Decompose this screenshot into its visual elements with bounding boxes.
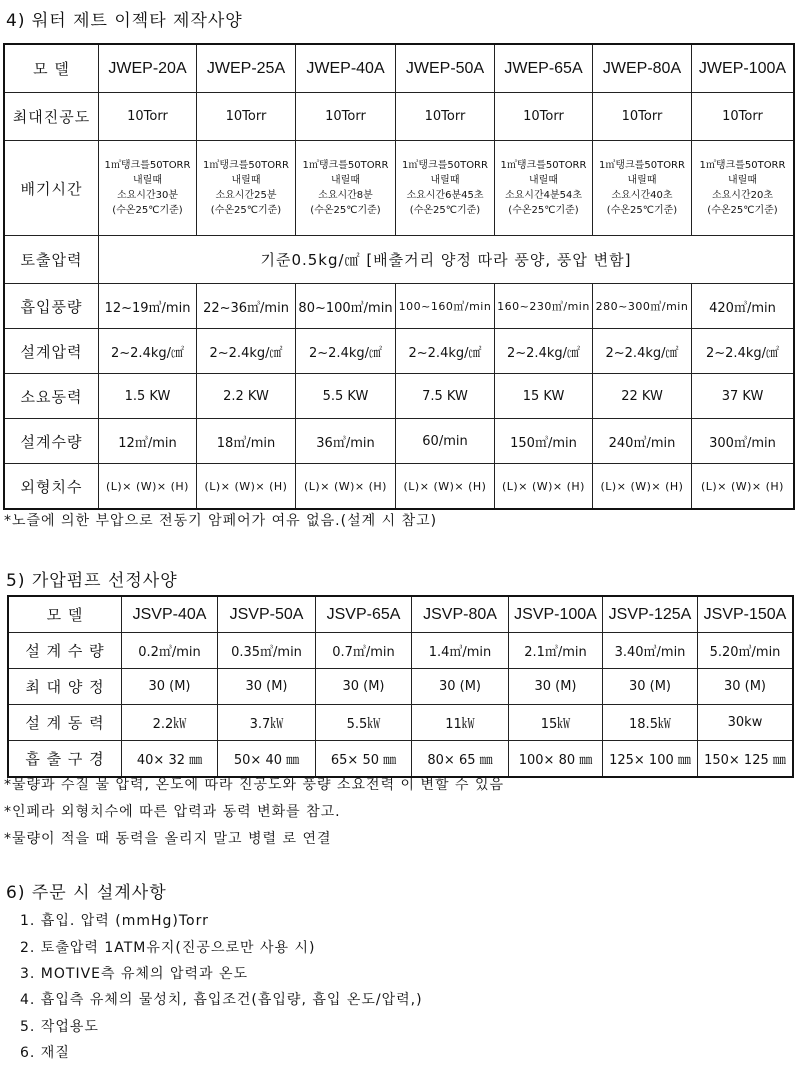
value-cell: (L)× (W)× (H): [296, 464, 396, 509]
value-cell: 12~19㎥/min: [99, 284, 197, 329]
value-cell: 2.2㎾: [122, 705, 218, 741]
exhaust-time-cell: [296, 141, 396, 236]
table-row: [9, 633, 793, 669]
section5-note-2: *인페라 외형치수에 따른 압력과 동력 변화를 참고.: [4, 804, 341, 820]
model-cell: JSVP-40A: [122, 597, 218, 633]
exhaust-time-line: 내릴때: [627, 175, 657, 186]
row-label-cell: 외형치수: [5, 464, 99, 509]
exhaust-time-line: 소요시간25분: [215, 190, 277, 201]
value-cell: 12㎥/min: [99, 419, 197, 464]
value-cell: 30 (M): [509, 669, 603, 705]
section5-note-1: *물량과 수질 물 압력, 온도에 따라 진공도와 풍량 소요전력 이 변할 수 있음: [4, 777, 505, 793]
value-cell: 11㎾: [412, 705, 509, 741]
exhaust-time-cell: [197, 141, 296, 236]
table-header-row: [5, 45, 794, 93]
exhaust-time-line: (수온25℃기준): [210, 205, 282, 216]
section4-title: 4) 워터 제트 이젝타 제작사양: [6, 11, 243, 31]
value-cell: 100× 80 ㎜: [509, 741, 603, 777]
value-cell: 30 (M): [412, 669, 509, 705]
row-label-cell: 소요동력: [5, 374, 99, 419]
exhaust-time-cell: [692, 141, 794, 236]
value-cell: 2.1㎥/min: [509, 633, 603, 669]
exhaust-time-line: (수온25℃기준): [310, 205, 381, 216]
table-row: [5, 374, 794, 419]
order-item-6: 6. 재질: [20, 1045, 70, 1061]
value-cell: 2~2.4kg/㎠: [692, 329, 794, 374]
value-cell: (L)× (W)× (H): [396, 464, 495, 509]
value-cell: 300㎥/min: [692, 419, 794, 464]
exhaust-time-line: 1㎥탱크를50TORR: [699, 160, 786, 171]
value-cell: (L)× (W)× (H): [197, 464, 296, 509]
value-cell: 2~2.4kg/㎠: [495, 329, 593, 374]
value-cell: 22 KW: [593, 374, 692, 419]
row-label-cell: 설 계 수 량: [9, 633, 122, 669]
model-cell: JWEP-20A: [99, 45, 197, 93]
value-cell: 0.35㎥/min: [218, 633, 316, 669]
exhaust-time-cell: [593, 141, 692, 236]
model-label-cell: 모 델: [9, 597, 122, 633]
exhaust-time-cell: [396, 141, 495, 236]
value-cell: 65× 50 ㎜: [316, 741, 412, 777]
row-label-cell: 설계수량: [5, 419, 99, 464]
order-item-3: 3. MOTIVE측 유체의 압력과 온도: [20, 966, 249, 982]
value-cell: 280~300㎥/min: [593, 284, 692, 329]
value-cell: 60/min: [396, 419, 495, 464]
exhaust-time-line: (수온25℃기준): [508, 205, 579, 216]
value-cell: 2.2 KW: [197, 374, 296, 419]
value-cell: (L)× (W)× (H): [99, 464, 197, 509]
value-cell: 80× 65 ㎜: [412, 741, 509, 777]
table-row: [5, 284, 794, 329]
exhaust-time-line: 소요시간20초: [711, 190, 774, 201]
value-cell: 10Torr: [495, 93, 593, 141]
value-cell: 3.40㎥/min: [603, 633, 698, 669]
exhaust-time-line: (수온25℃기준): [409, 205, 481, 216]
value-cell: 2~2.4kg/㎠: [593, 329, 692, 374]
order-item-5: 5. 작업용도: [20, 1019, 99, 1035]
exhaust-time-line: 소요시간40초: [611, 190, 673, 201]
value-cell: 5.5㎾: [316, 705, 412, 741]
value-cell: 18㎥/min: [197, 419, 296, 464]
exhaust-time-line: 소요시간8분: [318, 190, 373, 201]
exhaust-time-line: 소요시간6분45초: [406, 190, 484, 201]
value-cell: 10Torr: [296, 93, 396, 141]
row-label-cell: 설 계 동 력: [9, 705, 122, 741]
value-cell: 5.20㎥/min: [698, 633, 793, 669]
table-row: [5, 236, 794, 284]
value-cell: 3.7㎾: [218, 705, 316, 741]
exhaust-time-line: 1㎥탱크를50TORR: [500, 160, 587, 171]
ejector-spec-table: [4, 44, 794, 509]
value-cell: 30 (M): [316, 669, 412, 705]
value-cell: 37 KW: [692, 374, 794, 419]
row-label-cell: 흡입풍량: [5, 284, 99, 329]
value-cell: 5.5 KW: [296, 374, 396, 419]
table-row: [9, 705, 793, 741]
value-cell: 22~36㎥/min: [197, 284, 296, 329]
value-cell: 2~2.4kg/㎠: [296, 329, 396, 374]
model-cell: JSVP-50A: [218, 597, 316, 633]
value-cell: 15 KW: [495, 374, 593, 419]
exhaust-time-line: 1㎥탱크를50TORR: [599, 160, 685, 171]
value-cell: 160~230㎥/min: [495, 284, 593, 329]
value-cell: 7.5 KW: [396, 374, 495, 419]
value-cell: 30 (M): [122, 669, 218, 705]
exhaust-time-line: (수온25℃기준): [707, 205, 778, 216]
model-cell: JWEP-80A: [593, 45, 692, 93]
table-row: [5, 329, 794, 374]
model-cell: JWEP-40A: [296, 45, 396, 93]
value-cell: 10Torr: [396, 93, 495, 141]
model-cell: JSVP-125A: [603, 597, 698, 633]
table-row: [5, 93, 794, 141]
exhaust-time-line: (수온25℃기준): [606, 205, 678, 216]
exhaust-time-line: 소요시간4분54초: [504, 190, 583, 201]
value-cell: 10Torr: [197, 93, 296, 141]
exhaust-time-line: 1㎥탱크를50TORR: [203, 160, 289, 171]
value-cell: 240㎥/min: [593, 419, 692, 464]
row-label-cell: 흡 출 구 경: [9, 741, 122, 777]
row-label-cell: 토출압력: [5, 236, 99, 284]
value-cell: 10Torr: [692, 93, 794, 141]
value-cell: (L)× (W)× (H): [495, 464, 593, 509]
exhaust-time-line: 소요시간30분: [116, 190, 179, 201]
value-cell: 1.5 KW: [99, 374, 197, 419]
value-cell: 50× 40 ㎜: [218, 741, 316, 777]
model-cell: JSVP-150A: [698, 597, 793, 633]
value-cell: 2~2.4kg/㎠: [99, 329, 197, 374]
model-cell: JSVP-100A: [509, 597, 603, 633]
value-cell: 2~2.4kg/㎠: [197, 329, 296, 374]
table-row: [5, 464, 794, 509]
table-header-row: [9, 597, 793, 633]
exhaust-time-line: 내릴때: [430, 175, 460, 186]
value-cell: 30 (M): [218, 669, 316, 705]
value-cell: 125× 100 ㎜: [603, 741, 698, 777]
exhaust-time-cell: [495, 141, 593, 236]
model-cell: JWEP-65A: [495, 45, 593, 93]
merged-value-cell: 기준0.5kg/㎠ [배출거리 양정 따라 풍양, 풍압 변함]: [99, 236, 794, 284]
value-cell: 0.2㎥/min: [122, 633, 218, 669]
pump-spec-table: [8, 596, 793, 777]
table-row: [9, 741, 793, 777]
value-cell: (L)× (W)× (H): [593, 464, 692, 509]
section6-title: 6) 주문 시 설계사항: [6, 883, 167, 903]
value-cell: 1.4㎥/min: [412, 633, 509, 669]
order-item-4: 4. 흡입측 유체의 물성치, 흡입조건(흡입량, 흡입 온도/압력,): [20, 992, 423, 1008]
value-cell: 150㎥/min: [495, 419, 593, 464]
row-label-cell: 설계압력: [5, 329, 99, 374]
value-cell: 30 (M): [698, 669, 793, 705]
row-label-cell: 최 대 양 정: [9, 669, 122, 705]
table-row: [5, 141, 794, 236]
section4-note: *노즐에 의한 부압으로 전동기 암페어가 여유 없음.(설계 시 참고): [4, 513, 438, 529]
exhaust-time-line: 1㎥탱크를50TORR: [104, 160, 191, 171]
exhaust-time-line: 내릴때: [728, 175, 757, 186]
value-cell: 36㎥/min: [296, 419, 396, 464]
section5-title: 5) 가압펌프 선정사양: [6, 571, 178, 591]
row-label-cell: 배기시간: [5, 141, 99, 236]
model-cell: JSVP-80A: [412, 597, 509, 633]
value-cell: 30 (M): [603, 669, 698, 705]
value-cell: (L)× (W)× (H): [692, 464, 794, 509]
model-cell: JWEP-25A: [197, 45, 296, 93]
value-cell: 420㎥/min: [692, 284, 794, 329]
value-cell: 40× 32 ㎜: [122, 741, 218, 777]
exhaust-time-line: 1㎥탱크를50TORR: [402, 160, 488, 171]
value-cell: 10Torr: [593, 93, 692, 141]
table-row: [5, 419, 794, 464]
model-cell: JWEP-50A: [396, 45, 495, 93]
value-cell: 0.7㎥/min: [316, 633, 412, 669]
exhaust-time-line: (수온25℃기준): [112, 205, 183, 216]
value-cell: 80~100㎥/min: [296, 284, 396, 329]
exhaust-time-line: 내릴때: [331, 175, 360, 186]
value-cell: 15㎾: [509, 705, 603, 741]
model-cell: JSVP-65A: [316, 597, 412, 633]
value-cell: 30kw: [698, 705, 793, 741]
exhaust-time-line: 내릴때: [529, 175, 558, 186]
row-label-cell: 최대진공도: [5, 93, 99, 141]
section5-note-3: *물량이 적을 때 동력을 올리지 말고 병렬 로 연결: [4, 831, 332, 847]
order-item-2: 2. 토출압력 1ATM유지(진공으로만 사용 시): [20, 940, 316, 956]
model-cell: JWEP-100A: [692, 45, 794, 93]
value-cell: 150× 125 ㎜: [698, 741, 793, 777]
table-row: [9, 669, 793, 705]
exhaust-time-cell: [99, 141, 197, 236]
value-cell: 18.5㎾: [603, 705, 698, 741]
order-item-1: 1. 흡입. 압력 (mmHg)Torr: [20, 913, 209, 929]
value-cell: 2~2.4kg/㎠: [396, 329, 495, 374]
exhaust-time-line: 내릴때: [133, 175, 162, 186]
exhaust-time-line: 내릴때: [231, 175, 261, 186]
value-cell: 10Torr: [99, 93, 197, 141]
exhaust-time-line: 1㎥탱크를50TORR: [302, 160, 389, 171]
value-cell: 100~160㎥/min: [396, 284, 495, 329]
model-label-cell: 모 델: [5, 45, 99, 93]
